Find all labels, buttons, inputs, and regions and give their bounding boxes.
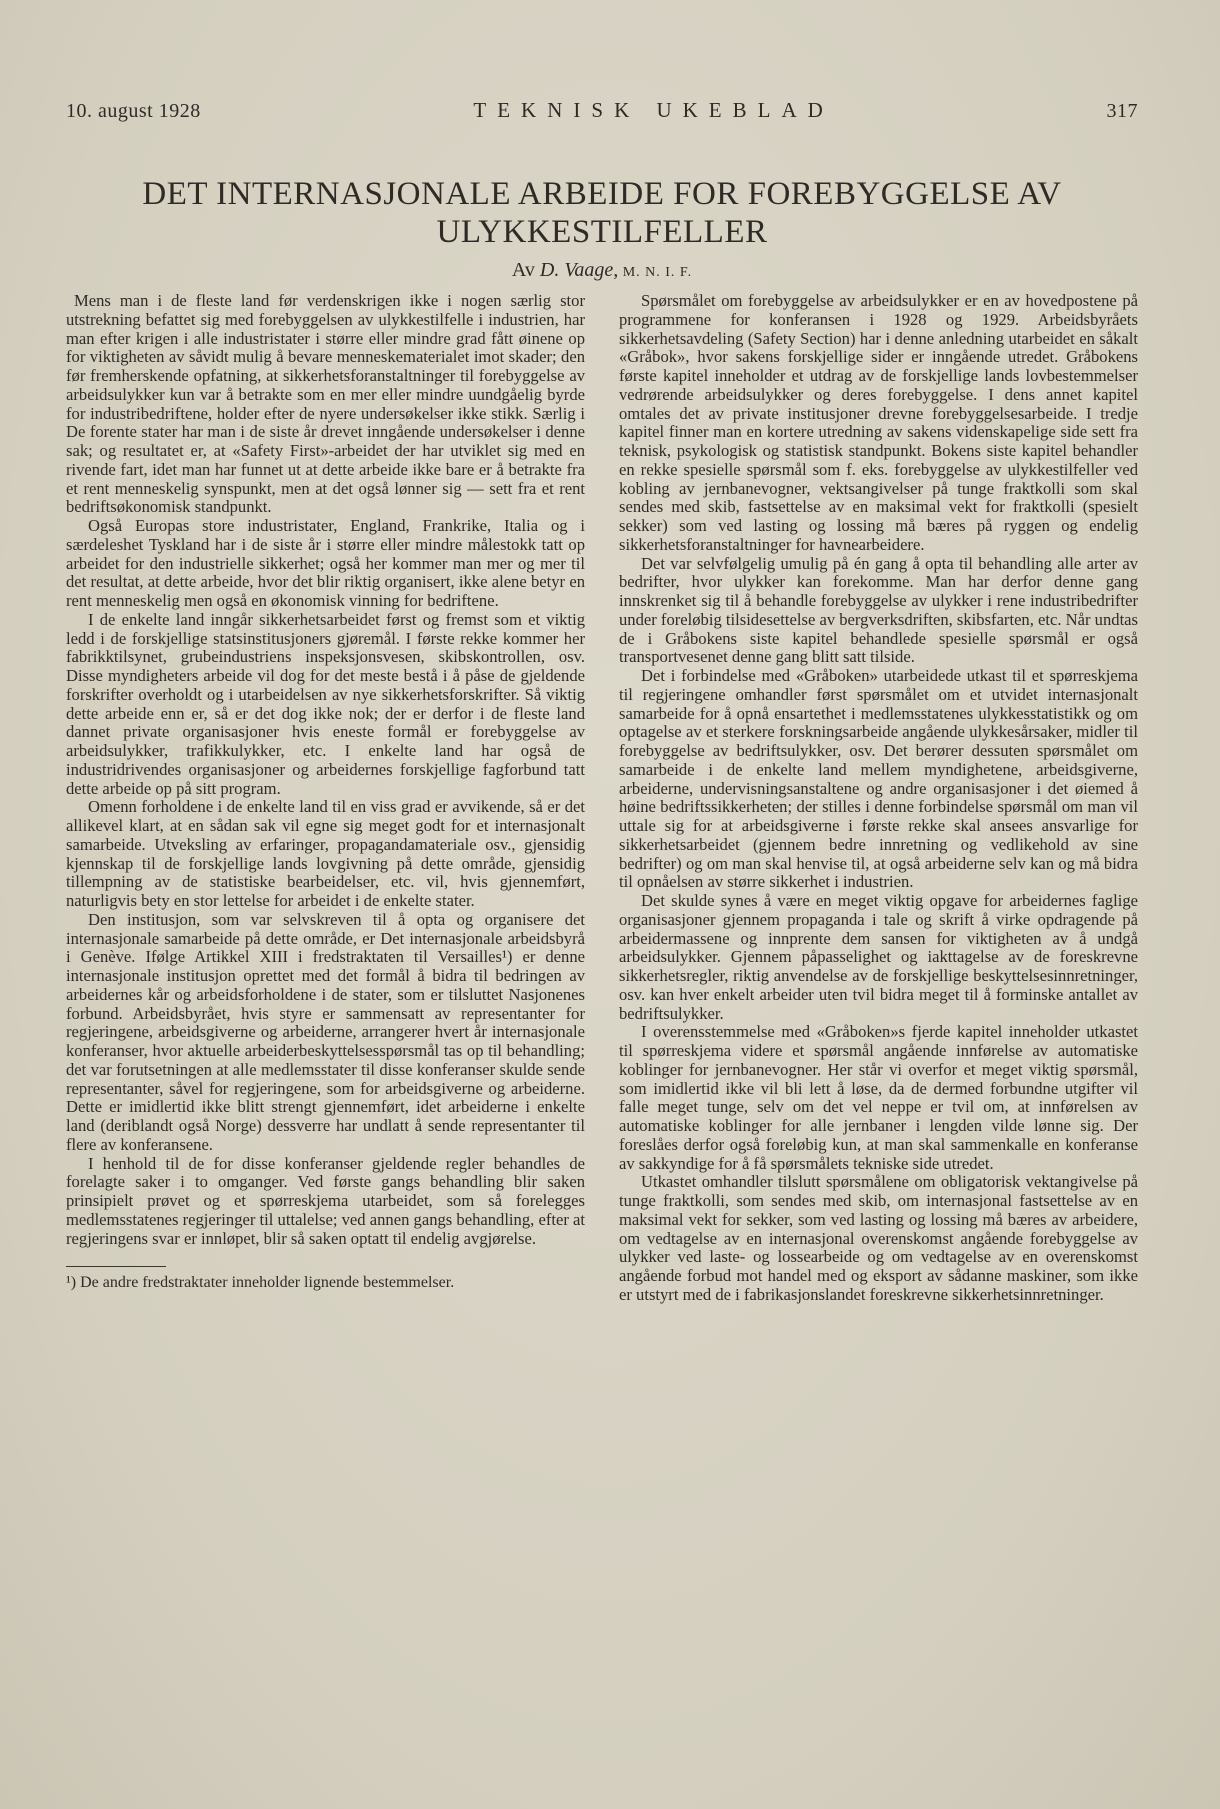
page-number: 317	[1106, 100, 1138, 122]
paragraph: I henhold til de for disse konferanser gjeldende regler behandles de forelagte saker i to omganger. Ved første gangs behandling blir saken prinsipielt prøvet og et spørreskjema utarbeidet, som så forelegges medlemsstatenes regjeringer til uttalelse; ved annen gangs behandling, efter at regjeringens svar er innløpet, blir så saken optatt til endelig avgjørelse.	[66, 1153, 585, 1248]
left-column	[66, 292, 585, 1305]
author-name: D. Vaage,	[539, 259, 619, 281]
running-head	[66, 98, 1138, 123]
paragraph: Mens man i de fleste land før verdenskrigen ikke i nogen særlig stor utstrekning befattet sig med forebyggelsen av ulykkestilfelle i industrien, har man efter krigen i alle industristater i større eller mindre grad fått øinene op for viktigheten av såvidt mulig å bevare menneskematerialet imot skader; den før fremherskende opfatning, at sikkerhetsforanstaltninger til forebyggelse av arbeidsulykker kun var å betrakte som en mer eller mindre uundgåelig byrde for industribedriftene, holder efter de nyere undersøkelser ikke stikk. Særlig i De forente stater har man i de siste år drevet inngående undersøkelser i denne sak; og resultatet er, at «Safety First»-arbeidet der har utviklet sig med en rivende fart, idet man har funnet ut at dette arbeide ikke bare er å betrakte fra et rent menneskelig synspunkt, men at det også lønner sig — sett fra et rent bedriftsøkonomisk standpunkt.	[66, 291, 585, 517]
paragraph: Den institusjon, som var selvskreven til å opta og organisere det internasjonale samarbeide på dette område, er Det internasjonale arbeidsbyrå i Genève. Ifølge Artikkel XIII i fredstraktaten til Versailles¹) er denne internasjonale institusjon oprettet med det formål å bidra til bedringen av arbeidernes kår og arbeidsforholdene i de stater, som er tilsluttet Nasjonenes forbund. Arbeidsbyrået, hvis styre er sammensatt av representanter for regjeringene, arbeidsgiverne og arbeiderne, arrangerer hvert år internasjonale konferanser, hvor aktuelle arbeiderbeskyttelsesspørsmål tas op til behandling; det var forutsetningen at alle medlemsstater til disse konferanser skulde sende representanter, såvel for regjeringene, som for arbeidsgiverne og arbeiderne. Dette er imidlertid ikke blitt strengt gjennemført, idet arbeiderne i enkelte land (deriblandt også Norge) dessverre har undlatt å sende representanter til flere av konferansene.	[66, 909, 585, 1154]
footnote-rule	[66, 1266, 166, 1267]
paragraph: Det skulde synes å være en meget viktig opgave for arbeidernes faglige organisasjoner gjennem propaganda i tale og skrift å virke opdragende på arbeidermassene og innprente dem sansen for viktigheten av å undgå arbeidsulykker. Gjennem påpasselighet og iakttagelse av de foreskrevne sikkerhetsregler, riktig anvendelse av de forskjellige beskyttelsesinnretninger, osv. kan hver enkelt arbeider uten tvil bidra meget til å forminske antallet av bedriftsulykker.	[619, 891, 1138, 1023]
right-column	[619, 292, 1138, 1305]
byline-prefix: Av	[511, 259, 540, 281]
footnote: ¹) De andre fredstraktater inneholder lignende bestemmelser.	[66, 1274, 455, 1292]
paragraph: Omenn forholdene i de enkelte land til en viss grad er avvikende, så er det allikevel klart, at en sådan sak vil egne sig meget godt for et internasjonalt samarbeide. Utveksling av erfaringer, propagandamateriale osv., gjensidig kjennskap til de forskjellige lands lovgivning på dette område, gjensidig tillempning av de statistiske bearbeidelser, etc. vil, hvis gjennemført, naturligvis bety en stor lettelse for arbeidet i de enkelte stater.	[66, 797, 585, 910]
paragraph: Det i forbindelse med «Gråboken» utarbeidede utkast til et spørreskjema til regjeringene omhandler først spørsmålet om et utvidet internasjonalt samarbeide for å opnå ensartethet i medlemsstatenes ulykkesstatistikk og om optagelse av et sterkere forskningsarbeide angående ulykkesårsaker, midler til forebyggelse av bedriftsulykker, osv. Det berører dessuten spørsmålet om samarbeide i de enkelte land mellem myndighetene, arbeidsgiverne, arbeiderne, undervisningsanstaltene og andre organisasjoner i det øiemed å høine bedriftssikkerheten; der stilles i denne forbindelse spørsmål om man vil uttale sig for at arbeidsgiverne i første rekke skal ansees ansvarlige for sikkerhetsarbeidet (gjennem bedre innretning og vedlikehold av sine bedrifter) og om man skal henvise til, at også arbeiderne selv kan og må bidra til opnåelsen av større sikkerhet i industrien.	[619, 666, 1138, 892]
paragraph: Spørsmålet om forebyggelse av arbeidsulykker er en av hovedpostene på programmene for konferansen i 1928 og 1929. Arbeidsbyråets sikkerhetsavdeling (Safety Section) har i denne anledning utarbeidet en såkalt «Gråbok», hvor sakens forskjellige sider er inngående utredet. Gråbokens første kapitel inneholder et utdrag av de forskjellige lands lovbestemmelser vedrørende arbeidsulykker og deres forebyggelse. I dens annet kapitel omtales det av private institusjoner drevne forebyggelsesarbeide. I tredje kapitel finner man en kortere utredning av sakens videnskapelige side sett fra teknisk, psykologisk og statistisk standpunkt. Bokens siste kapitel behandler en rekke spesielle spørsmål som f. eks. forebyggelse av ulykkestilfeller ved kobling av jernbanevogner, vektsangivelser på tunge fraktkolli som skal sendes med skib, fastsettelse av en maksimal vekt for fraktkolli (spesielt sekker) som ved lasting og lossing må bæres på ryggen og endelig sikkerhetsforanstaltninger for havnearbeidere.	[619, 291, 1138, 554]
paragraph: Utkastet omhandler tilslutt spørsmålene om obligatorisk vektangivelse på tunge fraktkolli, som sendes med skib, om internasjonal fastsettelse av en maksimal vekt for sekker, som ved lasting og lossing må bæres av arbeidere, om vedtagelse av en internasjonal overenskomst angående forebyggelse av ulykker ved laste- og lossearbeide og om vedtagelse av en overenskomst angående forbud mot handel med og eksport av sådanne maskiner, som ikke er utstyrt med de i fabrikasjonslandet foreskrevne sikkerhetsinnretninger.	[619, 1172, 1138, 1304]
author-title: M. N. I. F.	[618, 265, 693, 280]
paragraph: I de enkelte land inngår sikkerhetsarbeidet først og fremst som et viktig ledd i de forskjellige statsinstitusjoners gjøremål. I første rekke kommer her fabrikktilsynet, grubeindustriens inspeksjonsvesen, skibskontrollen, osv. Disse myndigheters arbeide vil dog for det meste bestå i å påse de gjeldende forskrifter overholdt og i utarbeidelsen av nye sikkerhetsforskrifter. Så viktig dette arbeide enn er, så er det dog ikke nok; der er derfor i de fleste land dannet private organisasjoner hvis eneste formål er forebyggelse av arbeidsulykker, trafikkulykker, etc. I enkelte land har også de industridrivendes organisasjoner og arbeidernes forskjellige fagforbund tatt dette arbeide op på sitt program.	[66, 609, 585, 798]
paragraph: I overensstemmelse med «Gråboken»s fjerde kapitel inneholder utkastet til spørreskjema videre et spørsmål angående innførelse av automatiske koblinger for jernbanevogner. Her står vi overfor et meget viktig spørsmål, som imidlertid ikke vil bli lett å løse, da de dermed forbundne utgifter vil falle meget tunge, selv om det vel neppe er tvil om, at innførelsen av automatiske koblinger for alle jernbaner i lengden vilde lønne sig. Der foreslåes derfor også foreløbig kun, at man skal sammenkalle en konferanse av sakkyndige for å få spørsmålets tekniske side utredet.	[619, 1022, 1138, 1173]
paragraph: Også Europas store industristater, England, Frankrike, Italia og i særdeleshet Tyskland har i de siste år i større eller mindre målestokk tatt op arbeidet for den industrielle sikkerhet; også her kommer man mer og mer til det resultat, at dette arbeide, hvor det blir riktig organisert, ikke alene betyr en rent menneskelig men også en økonomisk vinning for bedriftene.	[66, 516, 585, 610]
article-title	[66, 175, 1138, 251]
issue-date: 10. august 1928	[66, 100, 201, 122]
article-title-line-1: DET INTERNASJONALE ARBEIDE FOR FOREBYGGELSE AV	[142, 176, 1062, 212]
journal-name: TEKNISK UKEBLAD	[473, 98, 834, 122]
article-title-line-2: ULYKKESTILFELLER	[436, 214, 768, 250]
paragraph: Det var selvfølgelig umulig på én gang å opta til behandling alle arter av bedrifter, hvor ulykker kan forekomme. Man har derfor denne gang innskrenket sig til å behandle forebyggelse av ulykker i rene industribedrifter under foreløbig tilsidesettelse av bergverksdriften, skibsfarten, etc. Når undtas de i Gråbokens siste kapitel behandlede spesielle spørsmål er også transportvesenet denne gang blitt satt tilside.	[619, 553, 1139, 667]
byline	[66, 259, 1138, 282]
article-body	[66, 292, 1138, 1305]
